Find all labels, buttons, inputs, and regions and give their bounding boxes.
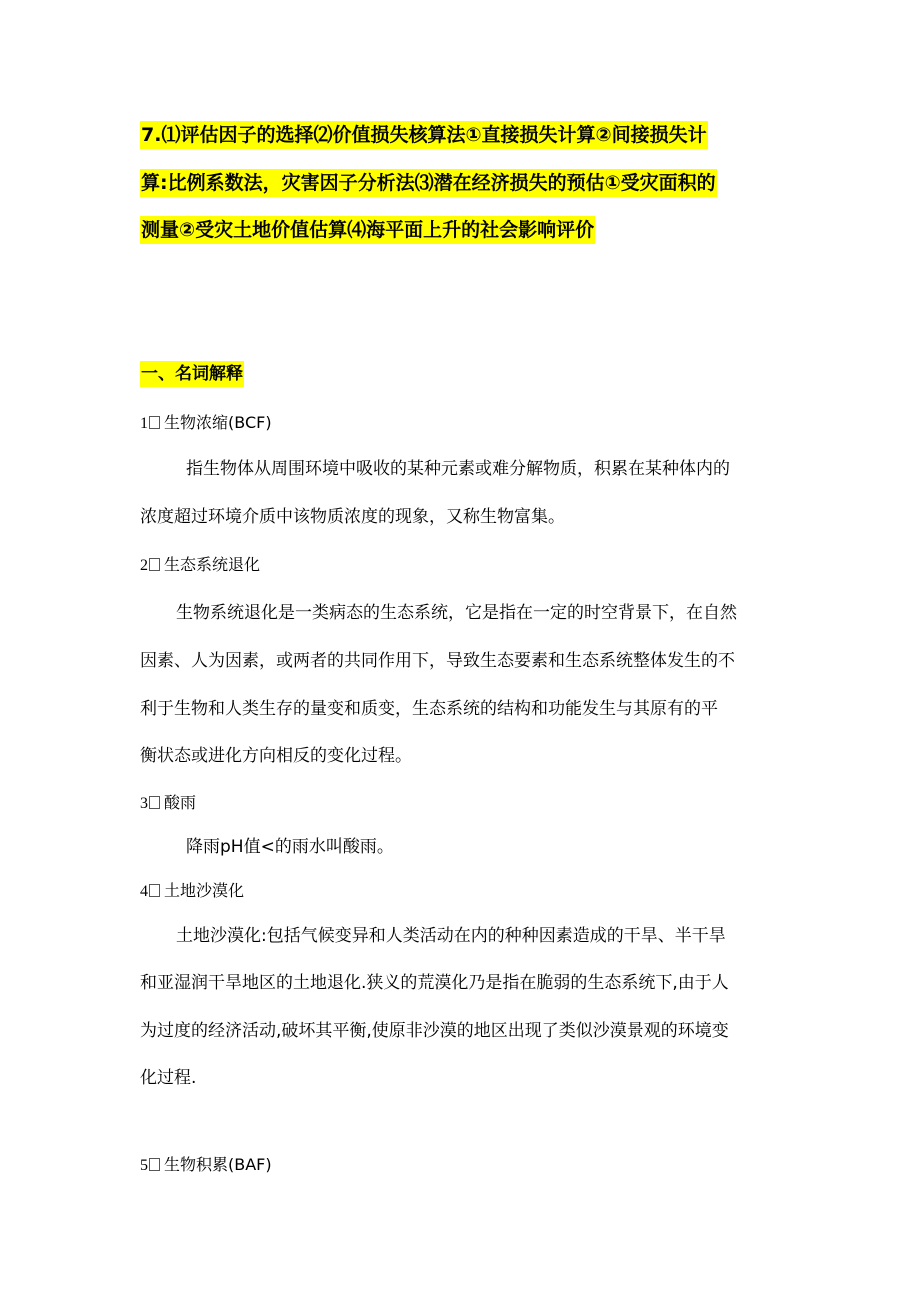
missing-glyph-icon: [149, 884, 160, 897]
term-1-line-2: 浓度超过环境介质中该物质浓度的现象，又称生物富集。: [140, 507, 565, 527]
term-number: 5: [140, 1157, 148, 1174]
term-number: 2: [140, 557, 148, 574]
term-heading-3: [140, 791, 196, 816]
missing-glyph-icon: [149, 796, 160, 809]
term-heading-5: [140, 1153, 272, 1178]
term-name: 生态系统退化: [164, 555, 261, 574]
term-name: 土地沙漠化: [164, 881, 245, 900]
term-number: 4: [140, 883, 148, 900]
term-2-line-3: 利于生物和人类生存的量变和质变，生态系统的结构和功能发生与其原有的平: [140, 699, 718, 719]
term-3-line-1: 降雨pH值<的雨水叫酸雨。: [186, 837, 394, 857]
term-1-line-1: 指生物体从周围环境中吸收的某种元素或难分解物质，积累在某种体内的: [186, 459, 730, 479]
term-2-line-1: 生物系统退化是一类病态的生态系统，它是指在一定的时空背景下，在自然: [176, 603, 737, 623]
term-name: 生物浓缩(BCF): [164, 413, 272, 432]
term-name: 生物积累(BAF): [164, 1155, 272, 1174]
term-2-line-4: 衡状态或进化方向相反的变化过程。: [140, 746, 412, 766]
term-name: 酸雨: [164, 793, 197, 812]
highlight-line-2: 算:比例系数法，灾害因子分析法⑶潜在经济损失的预估①受灾面积的: [140, 169, 717, 197]
term-2-line-2: 因素、人为因素，或两者的共同作用下，导致生态要素和生态系统整体发生的不: [140, 651, 735, 671]
term-heading-1: [140, 411, 272, 436]
term-4-line-2: 和亚湿润干旱地区的土地退化.狭义的荒漠化乃是指在脆弱的生态系统下,由于人: [140, 973, 729, 993]
term-number: 3: [140, 795, 148, 812]
term-heading-4: [140, 879, 244, 904]
term-heading-2: [140, 553, 260, 578]
section-title: 一、名词解释: [140, 361, 244, 387]
highlight-line-1: 7.⑴评估因子的选择⑵价值损失核算法①直接损失计算②间接损失计: [140, 121, 708, 149]
term-4-line-1: 土地沙漠化:包括气候变异和人类活动在内的种种因素造成的干旱、半干旱: [176, 926, 726, 946]
term-4-line-4: 化过程.: [140, 1068, 197, 1088]
term-number: 1: [140, 415, 148, 432]
missing-glyph-icon: [149, 1158, 160, 1171]
missing-glyph-icon: [149, 558, 160, 571]
missing-glyph-icon: [149, 416, 160, 429]
highlight-line-3: 测量②受灾土地价值估算⑷海平面上升的社会影响评价: [140, 216, 595, 244]
term-4-line-3: 为过度的经济活动,破坏其平衡,使原非沙漠的地区出现了类似沙漠景观的环境变: [140, 1021, 729, 1041]
